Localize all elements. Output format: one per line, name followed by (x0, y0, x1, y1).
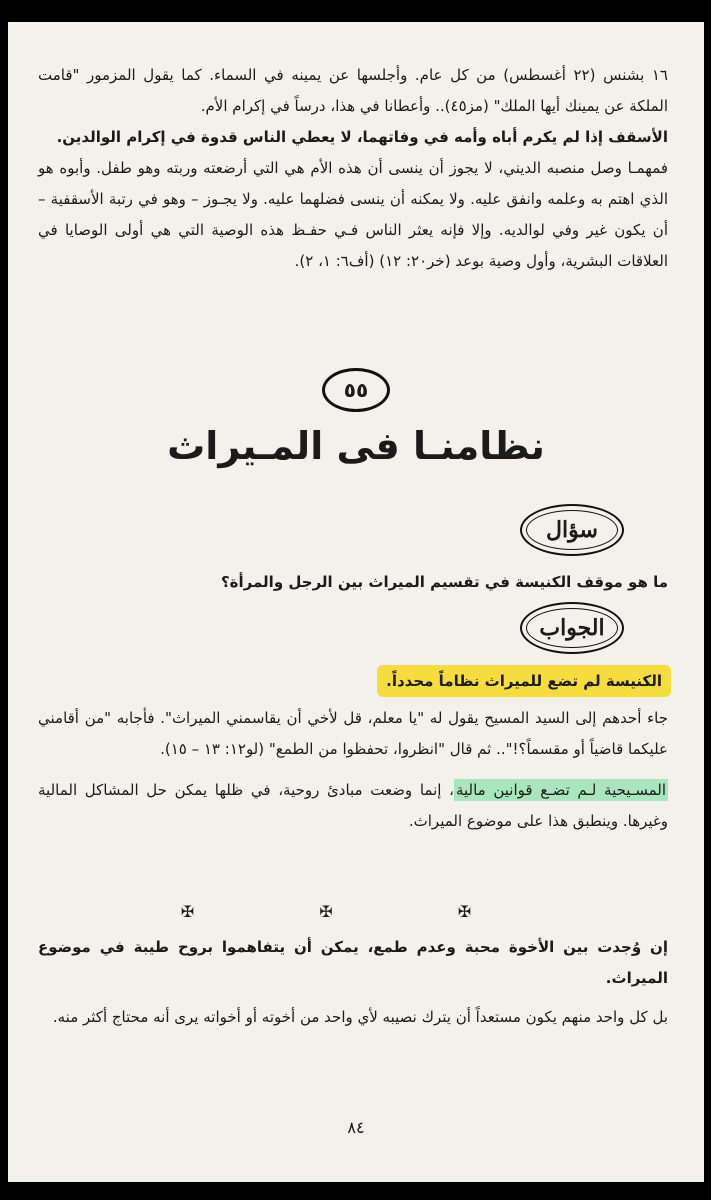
document-page (8, 22, 704, 1182)
page-number: ٨٤ (347, 1118, 365, 1137)
answer-highlight: الكنيسة لم تضع للميراث نظاماً محدداً. (380, 668, 668, 694)
paragraph-1: ١٦ بشنس (٢٢ أغسطس) من كل عام. وأجلسها عن يمينه في السماء. كما يقول المزمور "قامت الملكة عن يمينك أيها الملك" (مز٤٥).. وأعطانا في هذا، درساً في إكرام الأم. (38, 66, 668, 115)
answer-paragraph-4: بل كل واحد منهم يكون مستعداً أن يترك نصيبه لأي واحد من أخوته أو أخواته يرى أنه محتاج أكثر منه. (52, 1008, 668, 1026)
top-section (38, 60, 668, 277)
answer-section (38, 666, 668, 837)
answer-section-2 (38, 932, 668, 1033)
answer-badge-ring (526, 608, 618, 648)
answer-green-highlight: المسـيحية لـم تضـع قوانين مالية (455, 781, 667, 799)
question-section (38, 567, 668, 598)
question-badge-text: سؤال (546, 517, 598, 543)
question-text: ما هو موقف الكنيسة في تقسيم الميراث بين الرجل والمرأة؟ (220, 573, 668, 591)
question-badge (520, 504, 624, 556)
question-badge-ring (526, 510, 618, 550)
paragraph-3: فمهمـا وصل منصبه الديني، لا يجوز أن ينسى أن هذه الأم هي التي أرضعته وربته وهو طفل. وأبوه هو الذي اهتم به وعلمه وانفق عليه. ولا يمكنه أن ينسى فضلهما عليه. ولا يجـوز – وهو في رتبة الأسقفية – أن يكون غير وفي لوالديه. وإلا فإنه يعثر الناس فـي حفـظ هذه الوصية التي هي أولى الوصايا في العلاقات البشرية، وأول وصية بوعد (خر٢٠: ١٢) (أف٦: ١، ٢). (38, 159, 668, 270)
answer-badge (520, 602, 624, 654)
answer-paragraph-1: جاء أحدهم إلى السيد المسيح يقول له "يا معلم، قل لأخي أن يقاسمني الميراث". فأجابه "من أقامني عليكما قاضياً أو مقسماً؟!".. ثم قال "انظروا، تحفظوا من الطمع" (لو١٢: ١٣ – ١٥). (38, 709, 668, 758)
answer-paragraph-2-rest: ، إنما وضعت مبادئ روحية، في ظلها يمكن حل المشاكل المالية وغيرها. وينطبق هذا على موضوع الميراث. (38, 781, 668, 830)
answer-paragraph-2 (38, 775, 668, 837)
answer-badge-text: الجواب (539, 615, 605, 641)
answer-headline (38, 666, 668, 697)
chapter-title: نظامنـا فى المـيراث (167, 424, 545, 468)
cross-ornaments: ✠ ✠ ✠ (180, 902, 532, 921)
paragraph-2: الأسقف إذا لم يكرم أباه وأمه في وفاتهما، لا يعطي الناس قدوة في إكرام الوالدين. (56, 128, 668, 146)
chapter-number-text: ٥٥ (343, 378, 369, 402)
answer-paragraph-3: إن وُجدت بين الأخوة محبة وعدم طمع، يمكن أن يتفاهموا بروح طيبة في موضوع الميراث. (38, 938, 668, 987)
chapter-number (322, 368, 390, 412)
